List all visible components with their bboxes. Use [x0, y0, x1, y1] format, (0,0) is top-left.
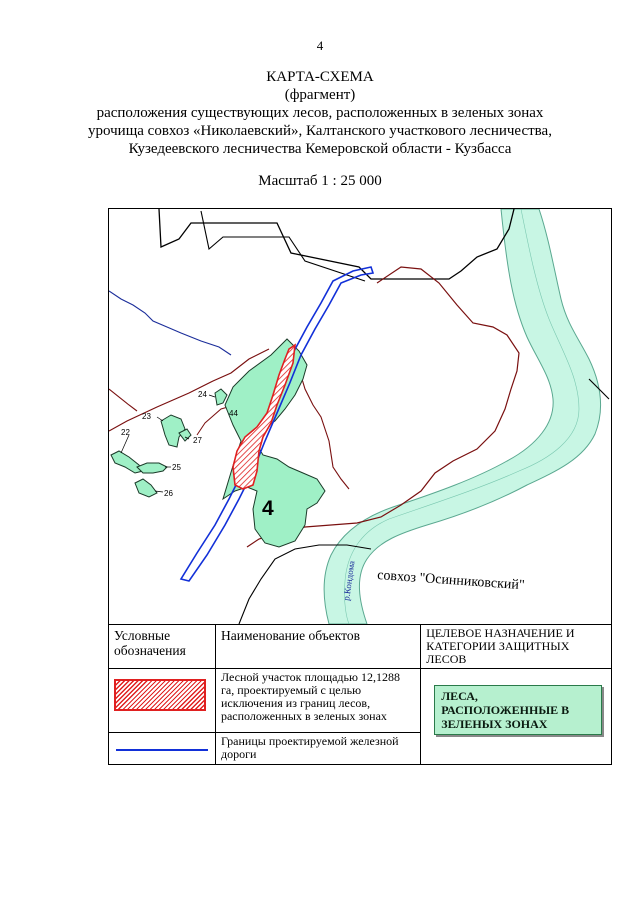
title-block	[60, 68, 580, 158]
plot-label-23: 23	[142, 412, 151, 421]
plot-label-22: 22	[121, 428, 130, 437]
legend-header-symbols: Условные обозначения	[109, 625, 216, 669]
blue-line-symbol	[116, 749, 208, 751]
map-frame	[108, 208, 612, 625]
legend-header-names: Наименование объектов	[215, 625, 420, 669]
page-number: 4	[316, 38, 324, 53]
forest-plot-22	[111, 451, 143, 473]
title-line-3: расположения существующих лесов, расположенных в зеленых зонах	[96, 105, 544, 121]
legend-text-railway: Границы проектируемой железной дороги	[215, 733, 420, 765]
road-north-2	[201, 211, 365, 281]
title-main: КАРТА-СХЕМА	[266, 69, 374, 85]
forest-plot-23	[161, 415, 185, 447]
title-fragment: (фрагмент)	[284, 87, 356, 103]
legend-symbol-cell	[109, 669, 216, 733]
forest-plot-26	[135, 479, 157, 497]
forest-plot-44	[223, 339, 325, 547]
forest-plot-24	[215, 389, 227, 405]
legend-row-excluded	[109, 669, 612, 733]
forest-plot-25	[137, 463, 167, 473]
map-canvas	[109, 209, 611, 624]
legend-category-cell	[421, 669, 612, 765]
settlement-label: совхоз "Осинниковский"	[376, 568, 526, 594]
legend-symbol-cell	[109, 733, 216, 765]
plot-label-25: 25	[172, 463, 181, 472]
legend-header-row	[109, 625, 612, 669]
category-badge: ЛЕСА, РАСПОЛОЖЕННЫЕ В ЗЕЛЕНЫХ ЗОНАХ	[434, 685, 602, 735]
plot-label-24: 24	[198, 390, 207, 399]
title-line-5: Кузедеевского лесничества Кемеровской области - Кузбасса	[128, 141, 512, 157]
plot-label-27: 27	[193, 436, 202, 445]
river	[324, 209, 601, 624]
legend-header-category: ЦЕЛЕВОЕ НАЗНАЧЕНИЕ И КАТЕГОРИИ ЗАЩИТНЫХ ЛЕСОВ	[421, 625, 612, 669]
quarter-boundary-2	[109, 389, 137, 411]
plot-label-44: 44	[229, 409, 238, 418]
plot-label-26: 26	[164, 489, 173, 498]
road-north	[159, 209, 514, 279]
scale-label: Масштаб 1 : 25 000	[258, 173, 382, 189]
legend-table	[108, 624, 612, 765]
river-label: р.Кондома	[341, 560, 357, 602]
red-hatch-symbol	[114, 679, 206, 711]
quarter-number: 4	[262, 497, 274, 520]
stream	[109, 291, 231, 355]
title-line-4: урочища совхоз «Николаевский», Калтанского участкового лесничества,	[88, 123, 552, 139]
legend-text-excluded: Лесной участок площадью 12,1288 га, проектируемый с целью исключения из границ лесов, расположенных в зеленых зонах	[215, 669, 420, 733]
